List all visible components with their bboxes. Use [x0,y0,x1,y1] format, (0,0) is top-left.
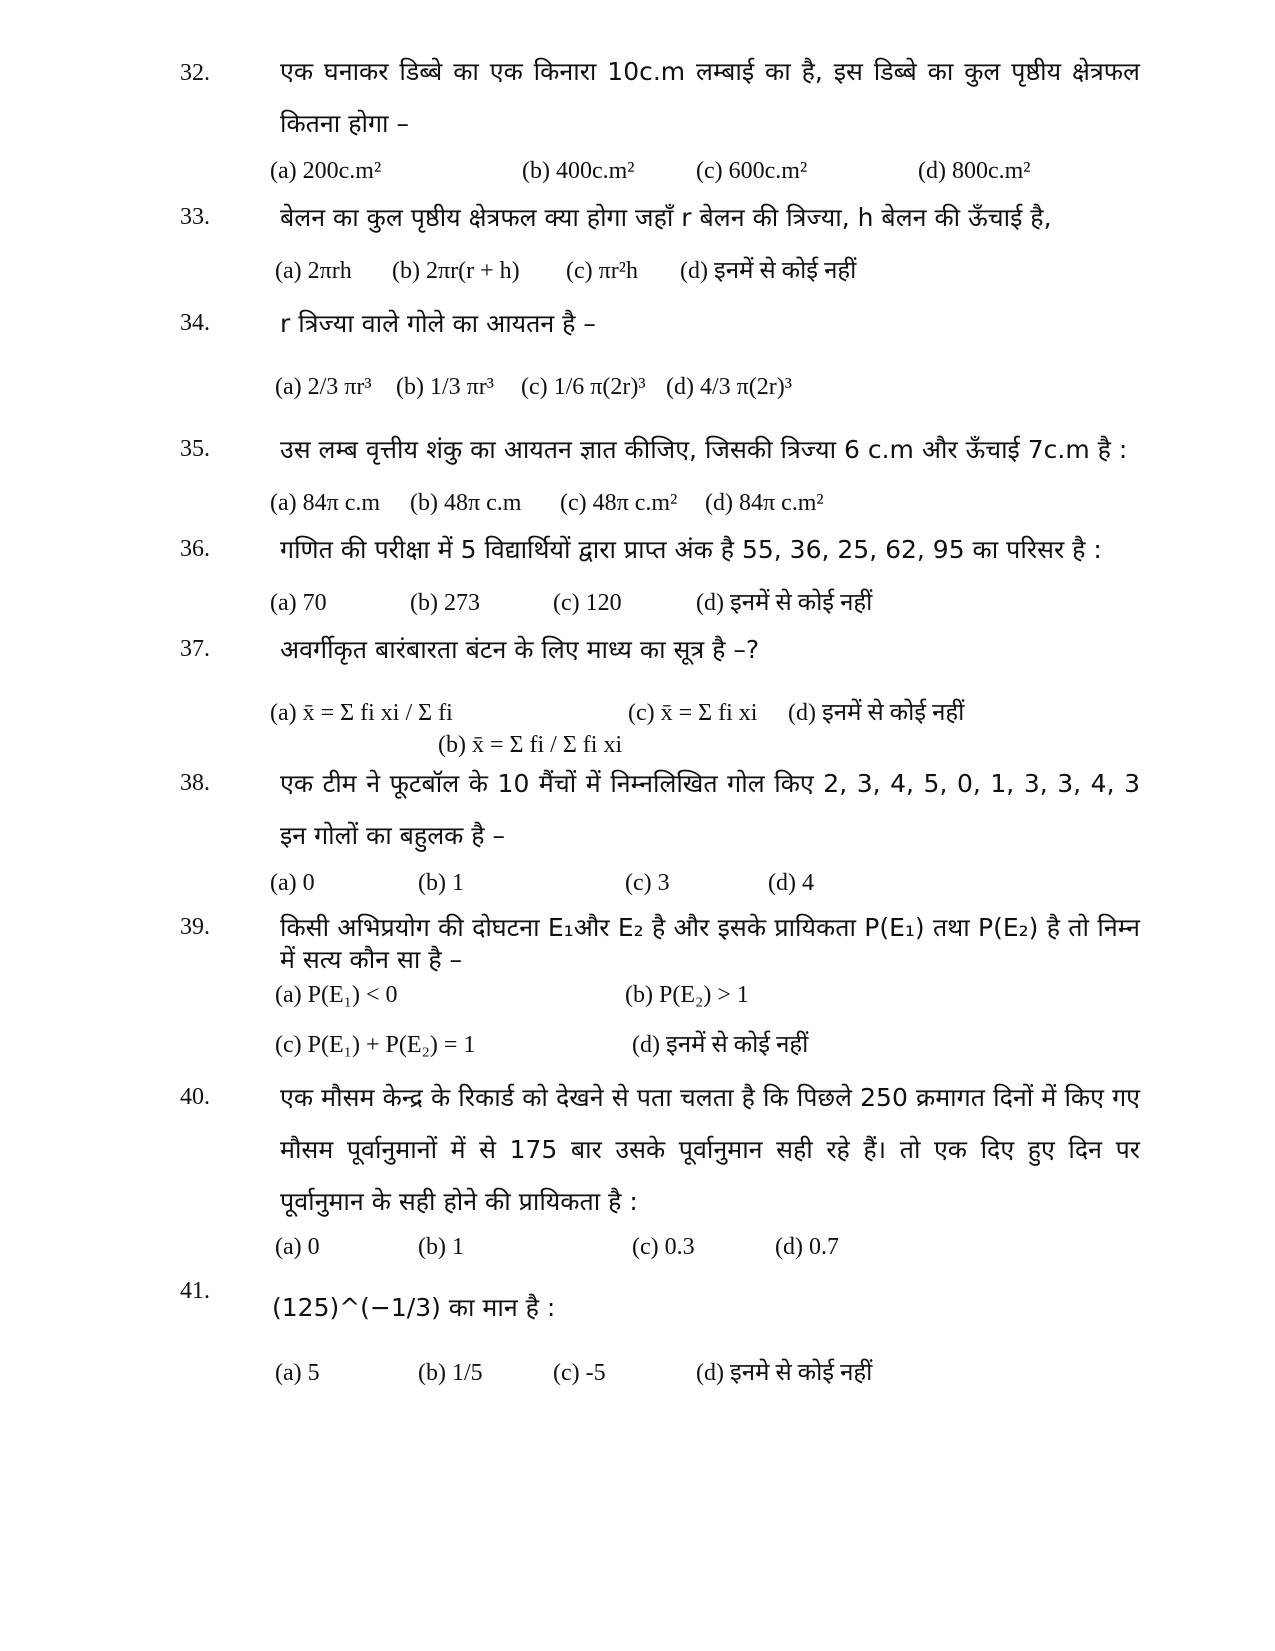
question-number: 33. [180,204,210,230]
option-c[interactable]: (c) 0.3 [632,1234,695,1260]
option-a[interactable]: (a) 0 [275,1234,320,1260]
option-a[interactable]: (a) 2πrh [275,258,352,284]
option-d[interactable]: (d) इनमें से कोई नहीं [696,590,873,616]
option-c[interactable]: (c) 600c.m² [696,158,808,184]
option-b[interactable]: (b) 1/5 [418,1360,483,1386]
option-c[interactable]: (c) 120 [553,590,622,616]
question-number: 35. [180,436,210,462]
question-text: (125)^(−1/3) का मान है : [272,1293,556,1322]
option-d[interactable]: (d) 800c.m² [918,158,1031,184]
question-text: एक टीम ने फूटबॉल के 10 मैंचों में निम्नलिखित गोल किए 2, 3, 4, 5, 0, 1, 3, 3, 4, 3 इन गोलों का बहुलक है – [280,769,1140,850]
question-number: 36. [180,536,210,562]
option-b[interactable]: (b) 2πr(r + h) [392,258,520,284]
option-d[interactable]: (d) 84π c.m² [705,490,824,516]
question-number: 37. [180,636,210,662]
option-c[interactable]: (c) 48π c.m² [560,490,678,516]
question-text: r त्रिज्या वाले गोले का आयतन है – [280,309,596,338]
option-a[interactable]: (a) P(E₁) < 0 [275,982,398,1008]
question-text: किसी अभिप्रयोग की दोघटना E₁और E₂ है और इसके प्रायिकता P(E₁) तथा P(E₂) है तो निम्न में सत्य कौन सा है – [280,913,1140,974]
option-c[interactable]: (c) -5 [553,1360,606,1386]
option-b[interactable]: (b) 1 [418,870,464,896]
option-c[interactable]: (c) 3 [625,870,670,896]
option-a[interactable]: (a) 2/3 πr³ [275,374,372,400]
option-b[interactable]: (b) 48π c.m [410,490,522,516]
option-d[interactable]: (d) 4 [768,870,814,896]
option-b[interactable]: (b) 400c.m² [522,158,635,184]
option-b[interactable]: (b) 273 [410,590,480,616]
question-number: 34. [180,310,210,336]
option-a[interactable]: (a) 84π c.m [270,490,381,516]
question-text: गणित की परीक्षा में 5 विद्यार्थियों द्वारा प्राप्त अंक है 55, 36, 25, 62, 95 का परिसर है : [280,535,1102,564]
option-b[interactable]: (b) x̄ = Σ fi / Σ fi xi [438,732,623,758]
option-b[interactable]: (b) 1 [418,1234,464,1260]
question-text: उस लम्ब वृत्तीय शंकु का आयतन ज्ञात कीजिए, जिसकी त्रिज्या 6 c.m और ऊँचाई 7c.m है : [280,435,1128,464]
option-c[interactable]: (c) x̄ = Σ fi xi [628,700,758,726]
option-d[interactable]: (d) इनमें से कोई नहीं [632,1032,809,1058]
option-a[interactable]: (a) 0 [270,870,315,896]
question-number: 41. [180,1278,210,1304]
option-a[interactable]: (a) 5 [275,1360,320,1386]
question-number: 40. [180,1084,210,1110]
option-b[interactable]: (b) P(E₂) > 1 [625,982,749,1008]
question-text: एक मौसम केन्द्र के रिकार्ड को देखने से पता चलता है कि पिछले 250 क्रमागत दिनों में किए गए मौसम पूर्वानुमानों में से 175 बार उसके पूर्वानुमान सही रहे हैं। तो एक दिए हुए दिन पर पूर्वानुमान के सही होने की प्रायिकता है : [280,1083,1140,1216]
option-d[interactable]: (d) 0.7 [775,1234,839,1260]
option-a[interactable]: (a) 70 [270,590,327,616]
option-a[interactable]: (a) x̄ = Σ fi xi / Σ fi [270,700,453,726]
option-d[interactable]: (d) इनमें से कोई नहीं [788,700,965,726]
option-d[interactable]: (d) इनमे से कोई नहीं [696,1360,873,1386]
option-c[interactable]: (c) πr²h [566,258,638,284]
question-text: अवर्गीकृत बारंबारता बंटन के लिए माध्य का सूत्र है –? [280,635,760,664]
option-b[interactable]: (b) 1/3 πr³ [396,374,494,400]
option-d[interactable]: (d) इनमें से कोई नहीं [680,258,857,284]
option-a[interactable]: (a) 200c.m² [270,158,382,184]
option-d[interactable]: (d) 4/3 π(2r)³ [666,374,792,400]
question-text: बेलन का कुल पृष्ठीय क्षेत्रफल क्या होगा जहाँ r बेलन की त्रिज्या, h बेलन की ऊँचाई है, [280,203,1052,232]
option-c[interactable]: (c) 1/6 π(2r)³ [521,374,646,400]
question-number: 39. [180,914,210,940]
question-text: एक घनाकर डिब्बे का एक किनारा 10c.m लम्बाई का है, इस डिब्बे का कुल पृष्ठीय क्षेत्रफल कितना होगा – [280,57,1140,138]
question-number: 38. [180,770,210,796]
question-number: 32. [180,60,210,86]
option-c[interactable]: (c) P(E₁) + P(E₂) = 1 [275,1032,476,1058]
